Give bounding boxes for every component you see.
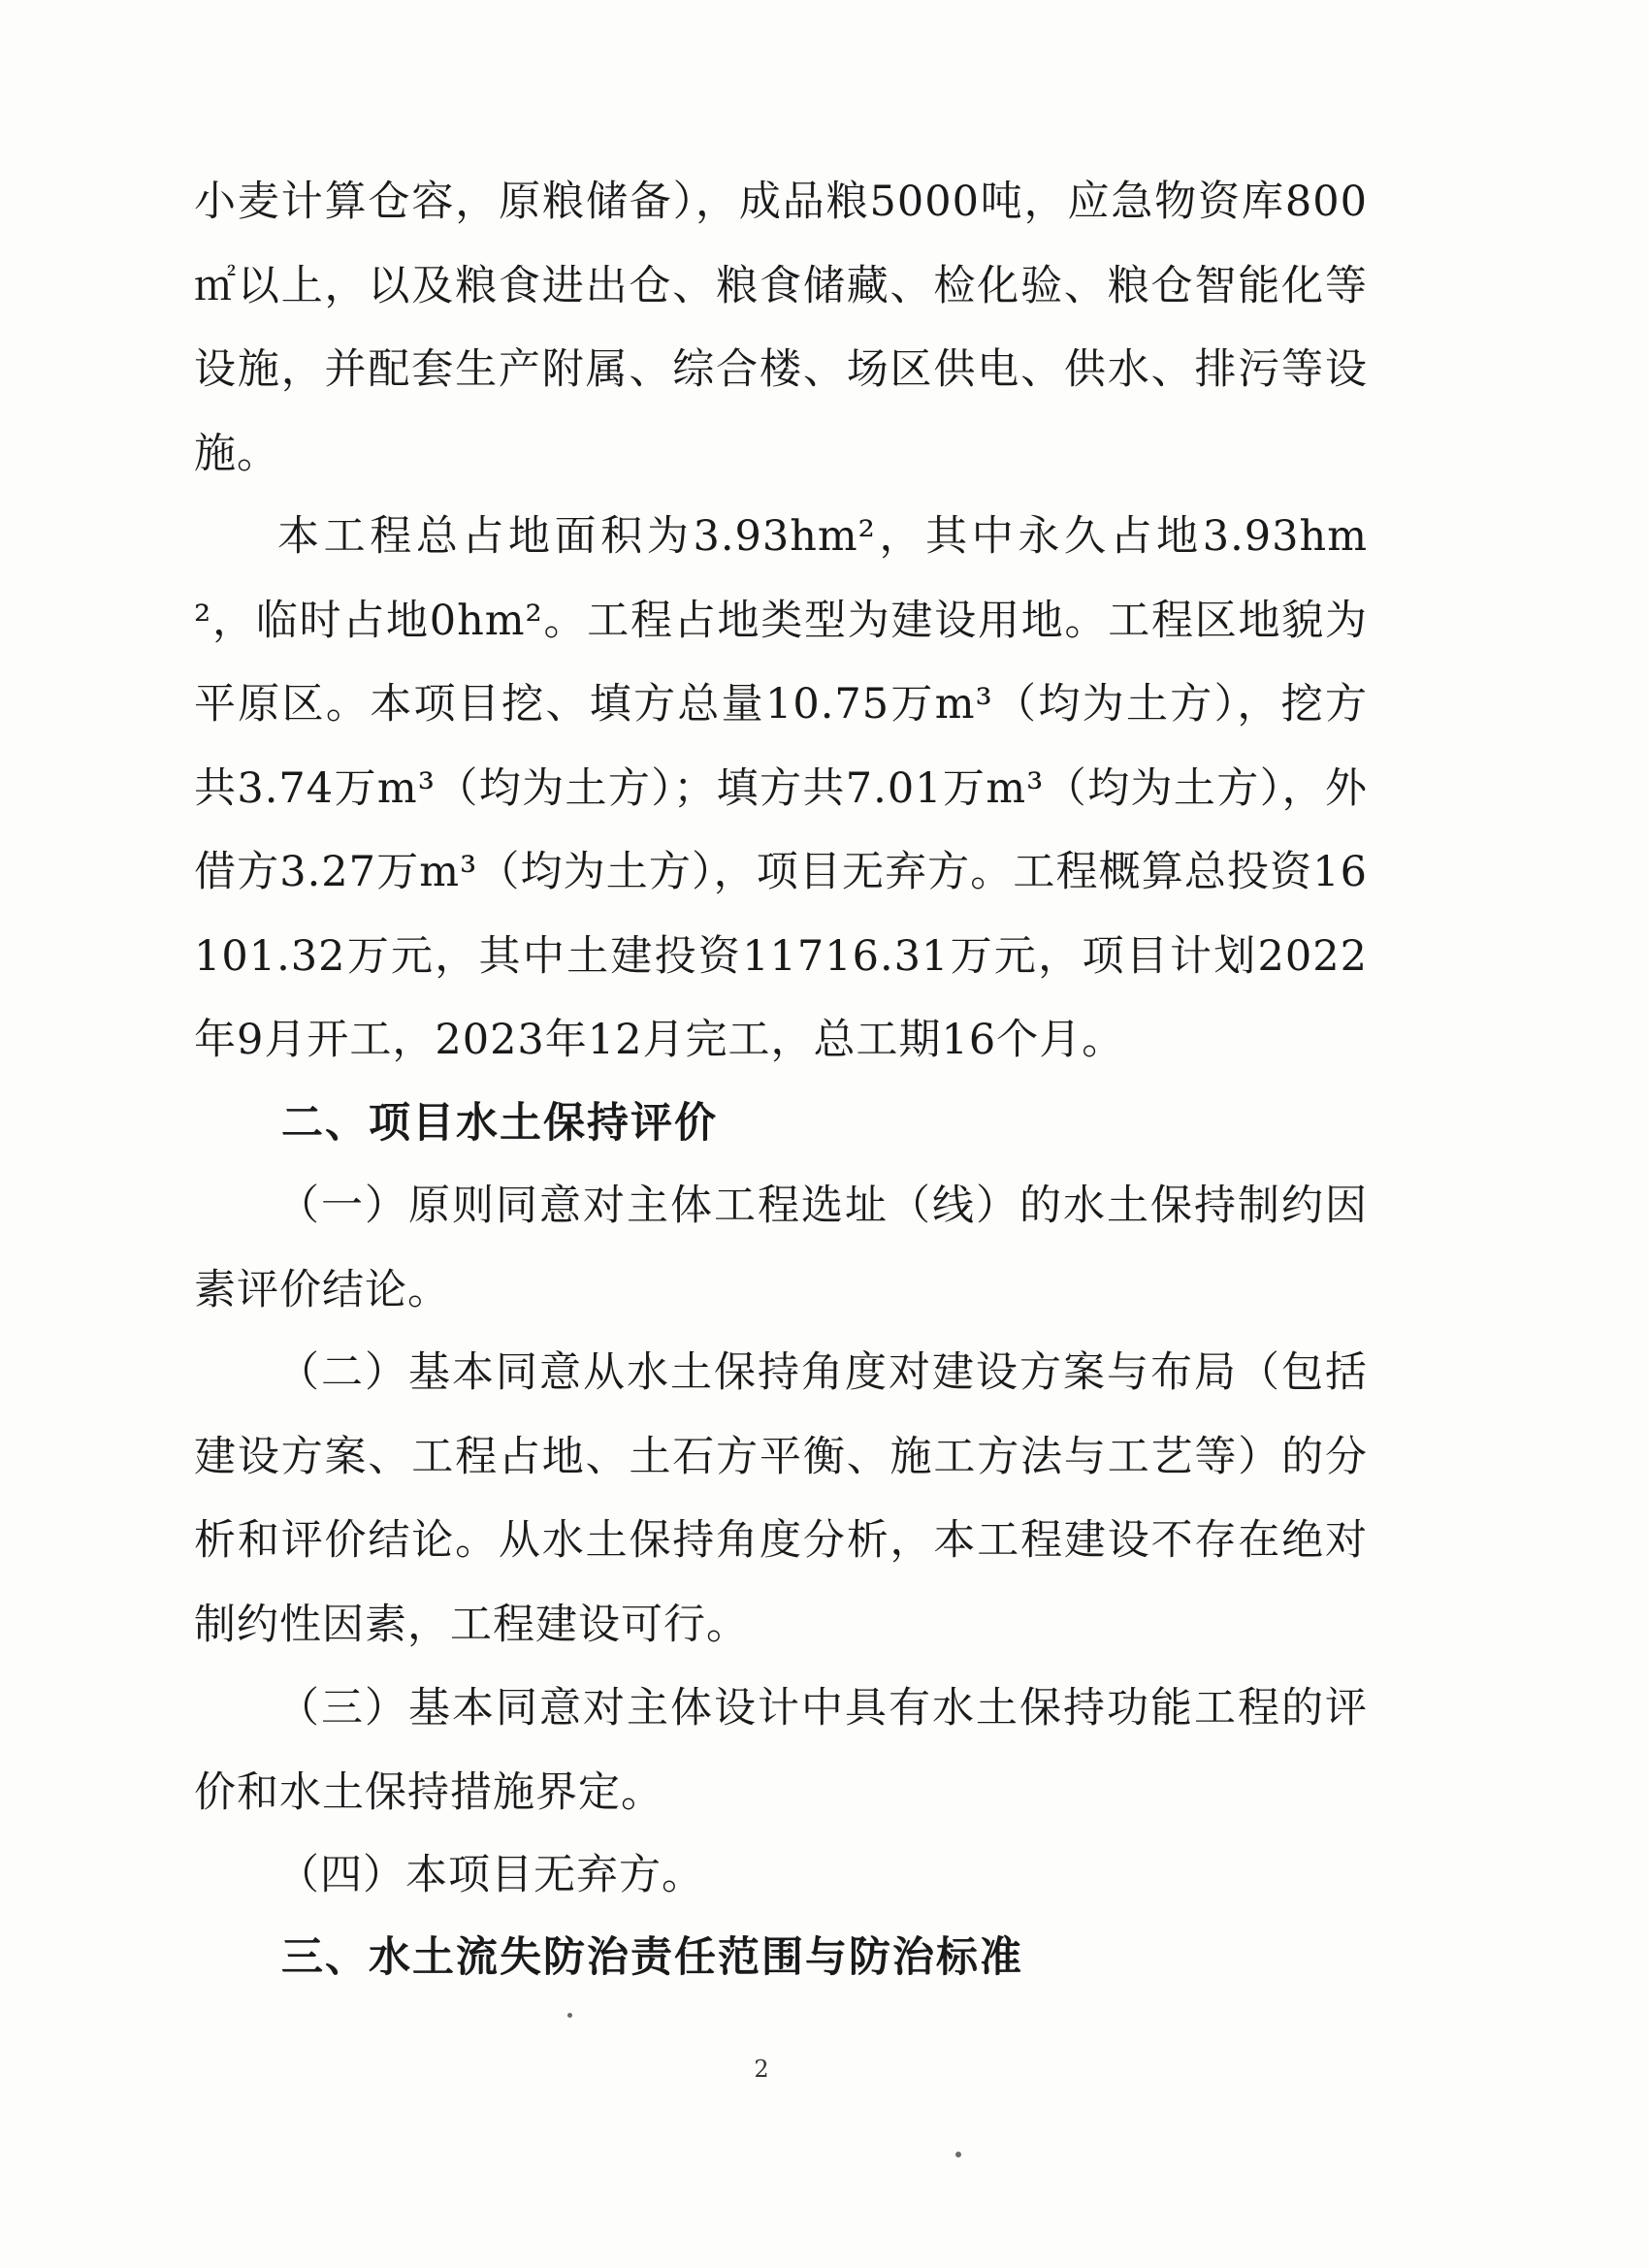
scan-speck	[955, 2152, 961, 2157]
section-heading-responsibility-scope: 三、水土流失防治责任范围与防治标准	[281, 1933, 1023, 1982]
section-heading-soil-conservation-evaluation: 二、项目水土保持评价	[281, 1099, 718, 1148]
paragraph-evaluation-item-3: （三）基本同意对主体设计中具有水土保持功能工程的评价和水土保持措施界定。	[194, 1684, 1368, 1817]
paragraph-evaluation-item-2: （二）基本同意从水土保持角度对建设方案与布局（包括建设方案、工程占地、土石方平衡、施工方法与工艺等）的分析和评价结论。从水土保持角度分析，本工程建设不存在绝对制约性因素，工程建设可行。	[194, 1348, 1368, 1649]
page-number: 2	[754, 2056, 769, 2083]
scan-speck	[567, 2013, 572, 2018]
paragraph-evaluation-item-4: （四）本项目无弃方。	[277, 1851, 704, 1899]
paragraph-construction-scope: 小麦计算仓容，原粮储备），成品粮5000吨，应急物资库800㎡以上，以及粮食进出仓、粮食储藏、检化验、粮仓智能化等设施，并配套生产附属、综合楼、场区供电、供水、排污等设施。	[194, 178, 1368, 478]
paragraph-project-overview: 本工程总占地面积为3.93hm²，其中永久占地3.93hm²，临时占地0hm²。工程占地类型为建设用地。工程区地貌为平原区。本项目挖、填方总量10.75万m³（均为土方），挖方共3.74万m³（均为土方）；填方共7.01万m³（均为土方），外借方3.27万m³（均为土方），项目无弃方。工程概算总投资16101.32万元，其中土建投资11716.31万元，项目计划2022年9月开工，2023年12月完工，总工期16个月。	[194, 512, 1368, 1064]
paragraph-evaluation-item-1: （一）原则同意对主体工程选址（线）的水土保持制约因素评价结论。	[194, 1182, 1368, 1314]
